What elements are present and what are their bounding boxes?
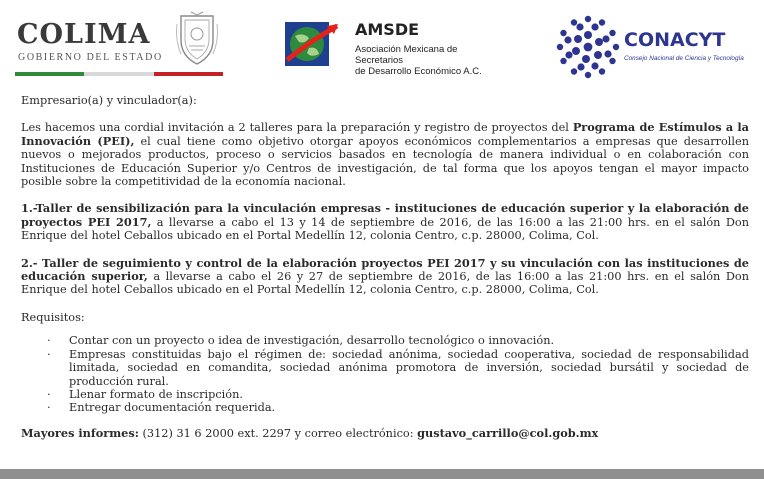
letter-body — [21, 94, 749, 440]
bullet-icon: · — [47, 334, 51, 348]
contact-email-link[interactable]: gustavo_carrillo@col.gob.mx — [417, 425, 599, 440]
globe-icon — [283, 20, 339, 70]
requirement-item — [21, 348, 749, 388]
footer-bar — [0, 469, 764, 479]
workshop-2-title: 2.- Taller de seguimiento y control de la elaboración proyectos PEI 2017 y su vinculación con las instituciones de educación superior, — [21, 255, 749, 284]
requirements-title: Requisitos: — [21, 310, 85, 324]
amsde-full-name-line1: Asociación Mexicana de Secretarios — [355, 44, 458, 66]
amsde-acronym: AMSDE — [355, 20, 420, 39]
requirements-list — [21, 334, 749, 414]
contact-info — [21, 427, 749, 440]
contact-phone: (312) 31 6 2000 ext. 2297 y correo electrónico: — [138, 426, 418, 440]
colima-color-bar — [15, 72, 223, 76]
invitation-paragraph — [21, 121, 749, 188]
workshop-2 — [21, 257, 749, 297]
conacyt-logo — [556, 15, 756, 79]
requirement-text: Empresas constituidas bajo el régimen de: sociedad anónima, sociedad cooperativa, sociedad de responsabilidad limitada, sociedad en comandita, sociedad anónima promotora de inversión, sociedad bursátil y sociedad de producción rural. — [69, 347, 749, 388]
requirement-item — [21, 401, 749, 414]
logo-header — [0, 0, 764, 84]
colima-bar-green — [15, 72, 84, 76]
requirement-text: Entregar documentación requerida. — [69, 401, 276, 415]
colima-logo — [15, 8, 225, 78]
invitation-intro: Les hacemos una cordial invitación a 2 talleres para la preparación y registro de proyectos del — [21, 121, 573, 135]
colima-logo-name: COLIMA — [17, 19, 151, 50]
colima-bar-red — [154, 72, 223, 76]
requirement-text: Contar con un proyecto o idea de investigación, desarrollo tecnológico o innovación. — [69, 334, 555, 348]
colima-bar-white — [84, 72, 153, 76]
amsde-logo — [283, 20, 503, 77]
conacyt-acronym: CONACYT — [624, 29, 726, 51]
workshop-1-details: a llevarse a cabo el 13 y 14 de septiembre de 2016, de las 16:00 a las 21:00 hrs. en el salón Don Enrique del hotel Ceballos ubicado en el Portal Medellín 12, colonia Centro, c.p. 28000, Colima, Col. — [21, 215, 749, 243]
workshop-2-details: a llevarse a cabo el 26 y 27 de septiembre de 2016, de las 16:00 a las 21:00 hrs. en el salón Don Enrique del hotel Ceballos ubicado en el Portal Medellín 12, colonia Centro, c.p. 28000, Colima, Col. — [21, 270, 749, 297]
requirement-item — [21, 334, 749, 347]
workshop-1 — [21, 202, 749, 242]
bullet-icon: · — [47, 347, 51, 361]
amsde-full-name — [355, 44, 505, 77]
conacyt-dots-icon — [556, 15, 620, 79]
amsde-full-name-line2: de Desarrollo Económico A.C. — [355, 66, 482, 77]
coat-of-arms-icon — [175, 10, 219, 68]
workshop-1-title: 1.-Taller de sensibilización para la vinculación empresas - instituciones de educación superior y la elaboración de proyectos PEI 2017, — [21, 201, 749, 229]
greeting: Empresario(a) y vinculador(a): — [21, 94, 197, 107]
conacyt-full-name: Consejo Nacional de Ciencia y Tecnología — [624, 55, 744, 62]
colima-logo-subtitle: GOBIERNO DEL ESTADO — [18, 52, 163, 63]
requirement-item — [21, 388, 749, 401]
bullet-icon: · — [47, 387, 51, 401]
invitation-description: el cual tiene como objetivo otorgar apoyos económicos complementarios a empresas que desarrollen nuevos o mejorados productos, proceso o servicios basados en tecnología de manera individual o en colaboración con Instituciones de Educación Superior y/o Centros de investigación, de tal forma que los apoyos tengan el mayor impacto posible sobre la competitividad de la economía nacional. — [21, 134, 749, 189]
contact-label: Mayores informes: — [21, 425, 139, 440]
requirement-text: Llenar formato de inscripción. — [69, 387, 243, 401]
bullet-icon: · — [47, 401, 51, 415]
program-name: Programa de Estímulos a la Innovación (PEI), — [21, 120, 749, 148]
